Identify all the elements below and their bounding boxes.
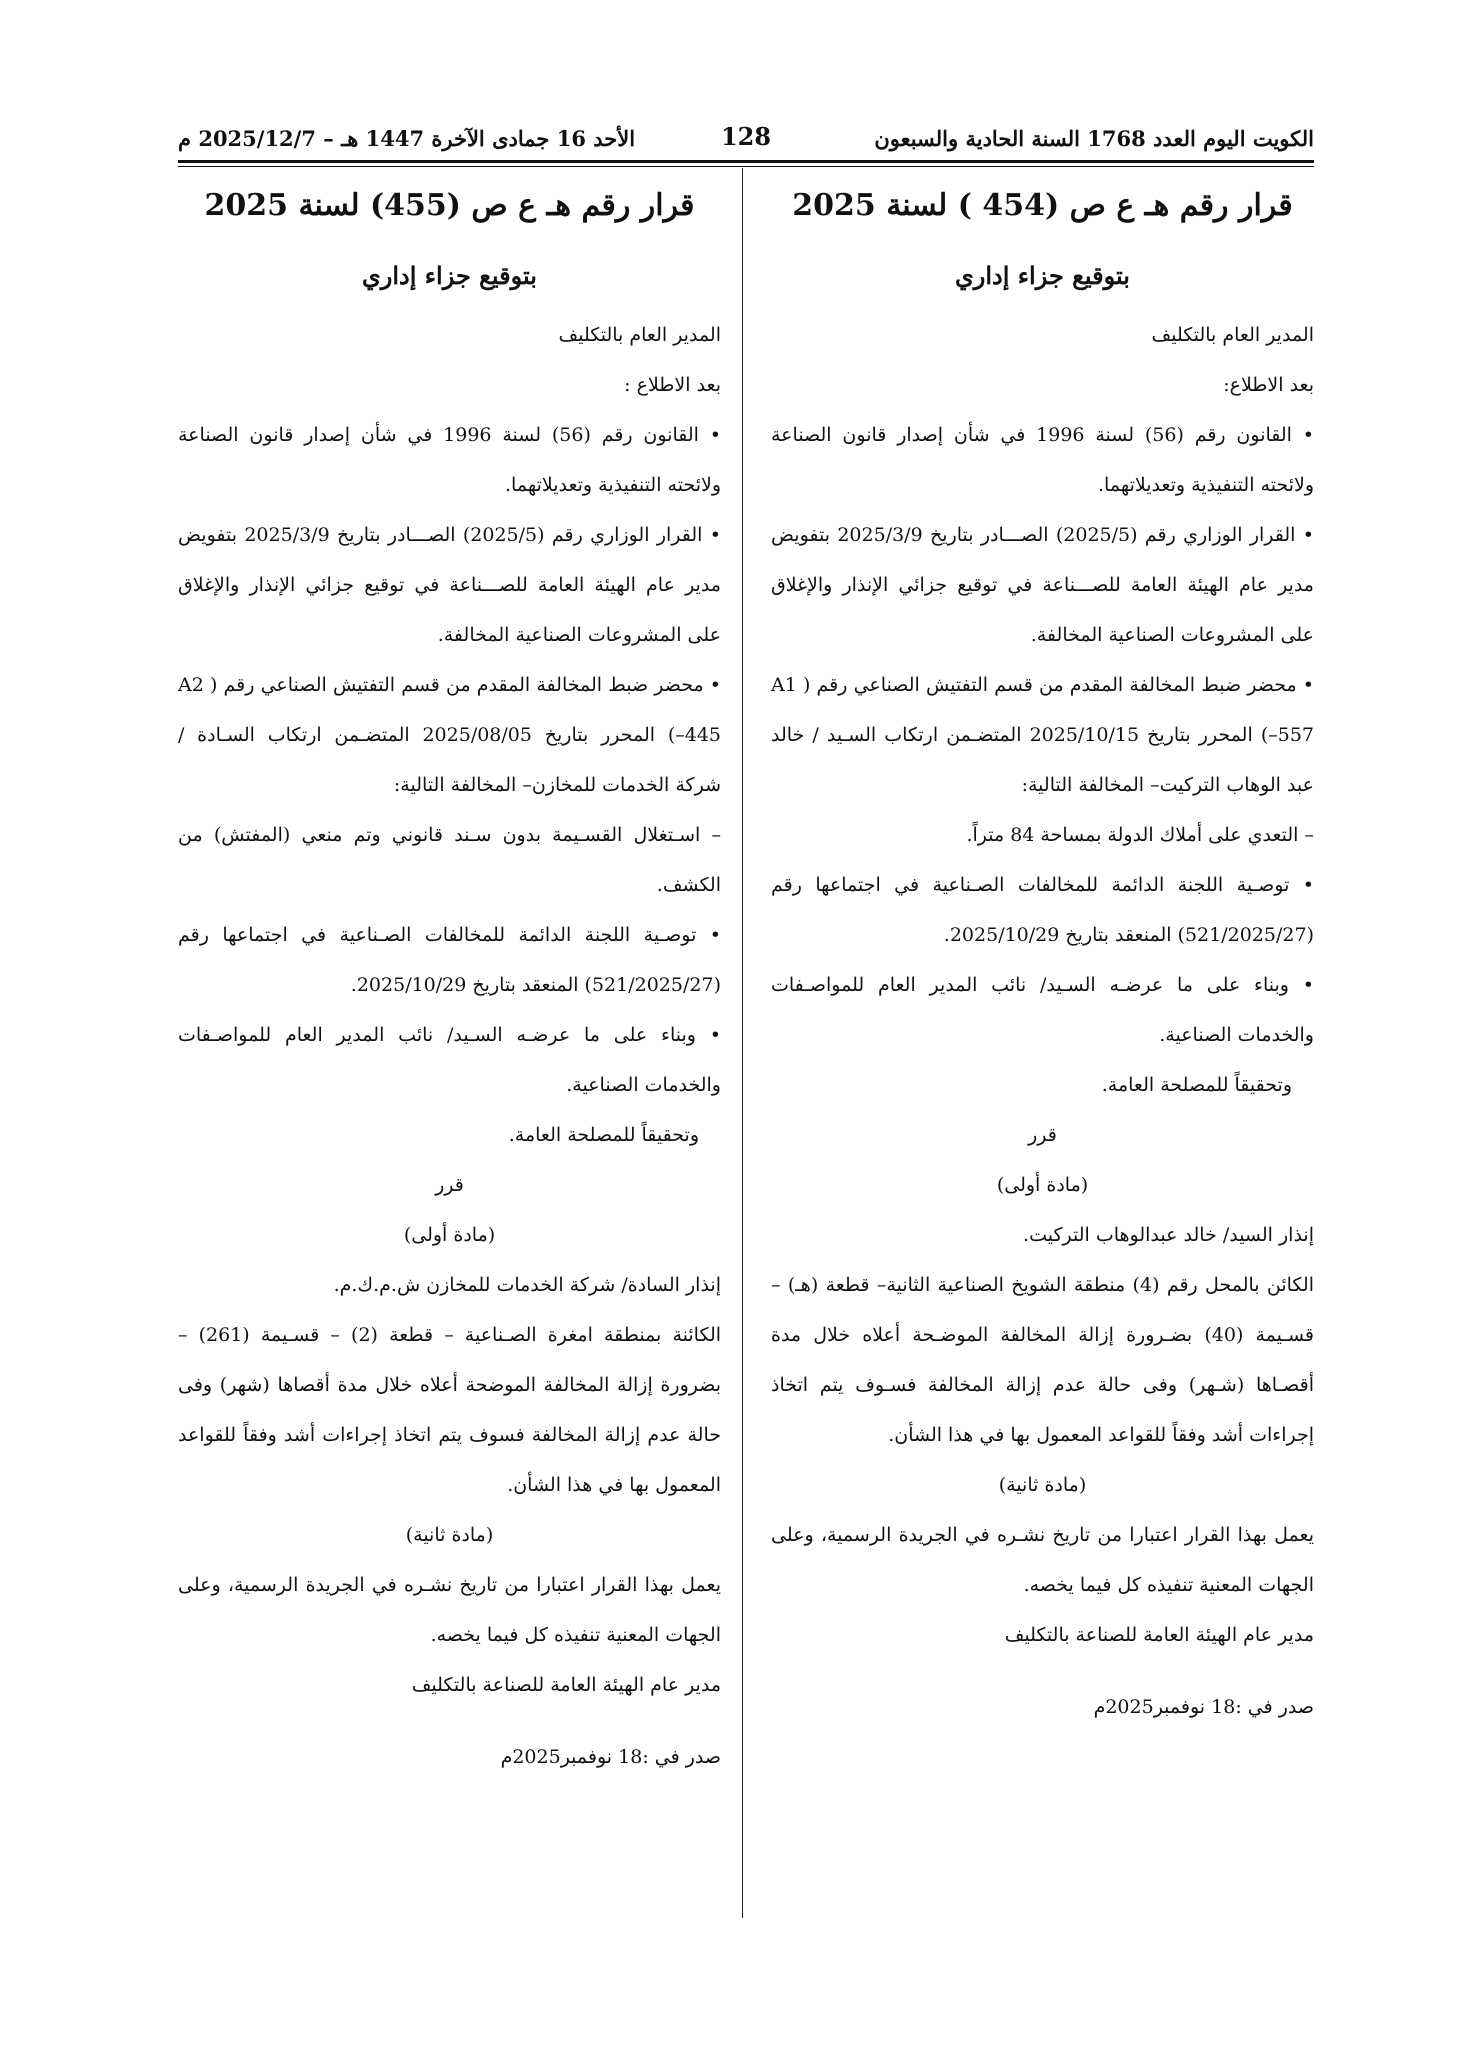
after-review: بعد الاطلاع :: [624, 374, 721, 396]
article-2-body: يعمل بهذا القرار اعتبارا من تاريخ نشـره في الجريدة الرسمية، وعلى الجهات المعنية تنفيذه كل فيما يخصه.: [771, 1524, 1314, 1596]
decision-454: [771, 178, 1314, 1732]
article-1-body: الكائنة بمنطقة امغرة الصـناعية – قطعة (2) – قسـيمة (261) – بضرورة إزالة المخالفة الموضحة أعلاه خلال مدة أقصاها (شهر) وفى حالة عدم إزالة المخالفة فسوف يتم اتخاذ إجراءات أشد وفقاً للقواعد المعمول بها في هذا الشأن.: [178, 1324, 722, 1496]
issued-date: صدر في :18 نوفمبر2025م: [1093, 1696, 1314, 1718]
violation-report: • محضر ضبط المخالفة المقدم من قسم التفتيش الصناعي رقم ( A2 –445) المحرر بتاريخ 2025/08/05 المتضـمن ارتكاب السـادة / شركة الخدمات للمخازن– المخالفة التالية:: [178, 674, 721, 796]
violation-item: – التعدي على أملاك الدولة بمساحة 84 متراً.: [966, 824, 1314, 846]
signature: مدير عام الهيئة العامة للصناعة بالتكليف: [411, 1674, 721, 1696]
page-number: 128: [720, 122, 772, 151]
header-rule: [178, 160, 1314, 163]
violation-report: • محضر ضبط المخالفة المقدم من قسم التفتيش الصناعي رقم ( A1 –557) المحرر بتاريخ 2025/10/15 المتضـمن ارتكاب السـيد / خالد عبد الوهاب التركيت– المخالفة التالية:: [771, 674, 1315, 796]
article-1-body: الكائن بالمحل رقم (4) منطقة الشويخ الصناعية الثانية– قطعة (هـ) – قسـيمة (40) بضـرورة إزالة المخالفة الموضـحة أعلاه خلال مدة أقصـاها (شـهر) وفى حالة عدم إزالة المخالفة فسـوف يتم اتخاذ إجراءات أشد وفقاً للقواعد المعمول بها في هذا الشأن.: [771, 1274, 1314, 1446]
ministerial-reference: • القرار الوزاري رقم (2025/5) الصـــادر بتاريخ 2025/3/9 بتفويض مدير عام الهيئة العامة للصـــناعة في توقيع جزائي الإنذار والإغلاق على المشروعات الصناعية المخالفة.: [178, 524, 721, 646]
issuer: المدير العام بالتكليف: [558, 324, 721, 346]
issued-date: صدر في :18 نوفمبر2025م: [500, 1746, 721, 1768]
article-2-title: (مادة ثانية): [998, 1474, 1087, 1496]
column-divider: [742, 168, 743, 1918]
decision-subtitle: بتوقيع جزاء إداري: [955, 261, 1130, 290]
article-1-warning: إنذار السادة/ شركة الخدمات للمخازن ش.م.ك.م.: [333, 1274, 721, 1296]
public-interest: وتحقيقاً للمصلحة العامة.: [508, 1124, 699, 1146]
issuer: المدير العام بالتكليف: [1151, 324, 1314, 346]
after-review: بعد الاطلاع:: [1223, 374, 1314, 396]
article-2-body: يعمل بهذا القرار اعتبارا من تاريخ نشـره في الجريدة الرسمية، وعلى الجهات المعنية تنفيذه كل فيما يخصه.: [178, 1574, 721, 1646]
header-rule-thin: [178, 166, 1314, 167]
ministerial-reference: • القرار الوزاري رقم (2025/5) الصـــادر بتاريخ 2025/3/9 بتفويض مدير عام الهيئة العامة للصـــناعة في توقيع جزائي الإنذار والإغلاق على المشروعات الصناعية المخالفة.: [771, 524, 1314, 646]
article-1-warning: إنذار السيد/ خالد عبدالوهاب التركيت.: [1023, 1224, 1314, 1246]
issue-date: الأحد 16 جمادى الآخرة 1447 هـ – 2025/12/7 م: [178, 126, 636, 151]
public-interest: وتحقيقاً للمصلحة العامة.: [1101, 1074, 1292, 1096]
page-header: [178, 118, 1314, 158]
decision-title: قرار رقم هـ ع ص (455) لسنة 2025: [204, 188, 695, 223]
signature: مدير عام الهيئة العامة للصناعة بالتكليف: [1004, 1624, 1314, 1646]
law-reference: • القانون رقم (56) لسنة 1996 في شأن إصدار قانون الصناعة ولائحته التنفيذية وتعديلاتهما.: [771, 424, 1314, 496]
proposal: • وبناء على ما عرضـه السـيد/ نائب المدير العام للمواصـفات والخدمات الصناعية.: [771, 974, 1314, 1046]
article-1-title: (مادة أولى): [996, 1174, 1089, 1196]
violation-item: – اسـتغلال القسـيمة بدون سـند قانوني وتم منعي (المفتش) من الكشف.: [178, 824, 721, 896]
committee-recommendation: • توصـية اللجنة الدائمة للمخالفات الصـناعية في اجتماعها رقم (521/2025/27) المنعقد بتاريخ 2025/10/29.: [178, 924, 721, 996]
decision-455: [178, 178, 721, 1782]
decision-title: قرار رقم هـ ع ص (454 ) لسنة 2025: [792, 188, 1293, 223]
article-2-title: (مادة ثانية): [405, 1524, 494, 1546]
article-1-title: (مادة أولى): [403, 1224, 496, 1246]
proposal: • وبناء على ما عرضـه السـيد/ نائب المدير العام للمواصـفات والخدمات الصناعية.: [178, 1024, 721, 1096]
gazette-issue: الكويت اليوم العدد 1768 السنة الحادية والسبعون: [874, 126, 1314, 151]
decided: قرر: [1028, 1124, 1057, 1146]
committee-recommendation: • توصـية اللجنة الدائمة للمخالفات الصـناعية في اجتماعها رقم (521/2025/27) المنعقد بتاريخ 2025/10/29.: [771, 874, 1314, 946]
decision-subtitle: بتوقيع جزاء إداري: [362, 261, 537, 290]
decided: قرر: [435, 1174, 464, 1196]
law-reference: • القانون رقم (56) لسنة 1996 في شأن إصدار قانون الصناعة ولائحته التنفيذية وتعديلاتهما.: [178, 424, 721, 496]
